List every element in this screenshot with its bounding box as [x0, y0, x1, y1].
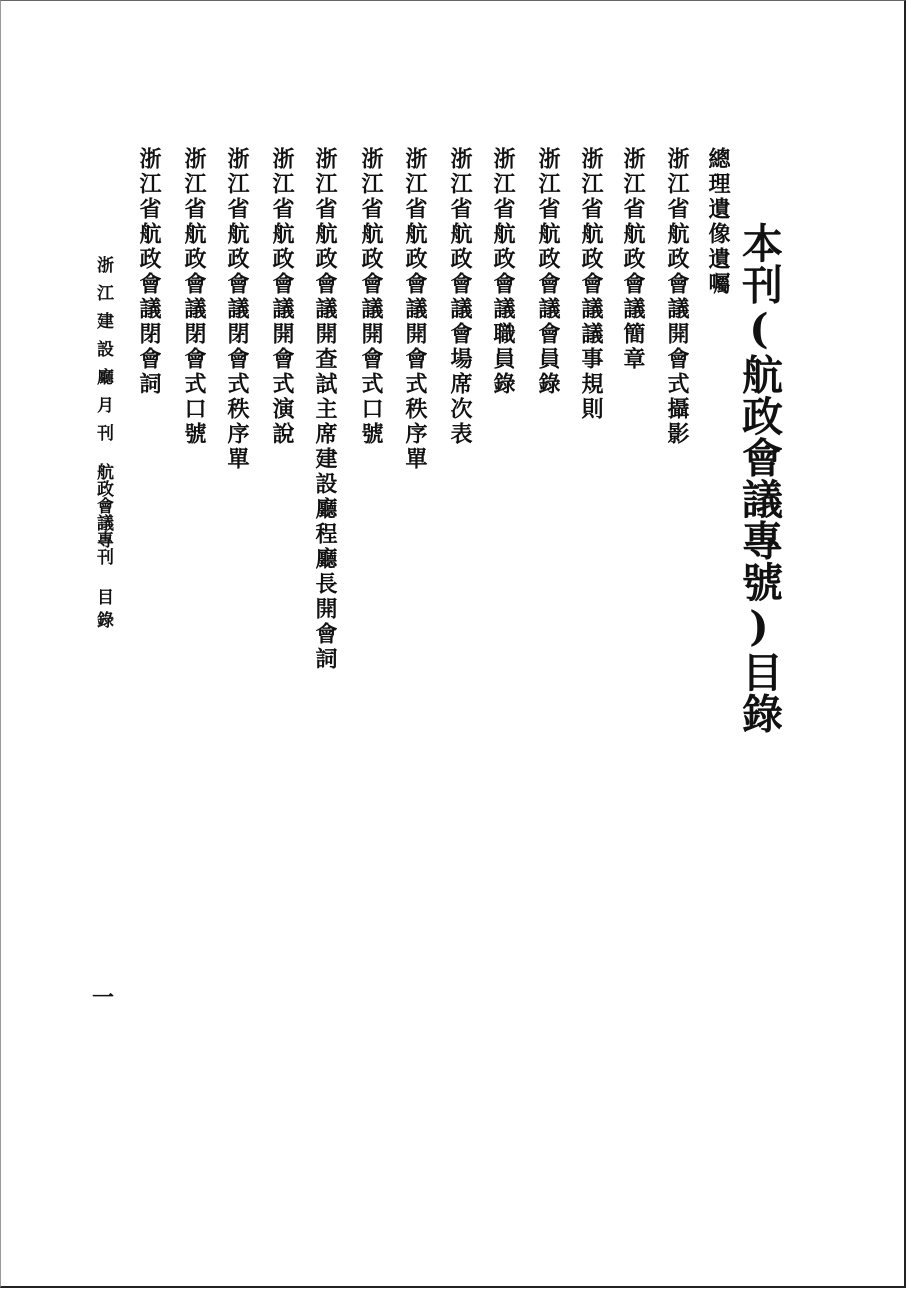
toc-entry: 浙江省航政會議閉會式秩序單: [224, 147, 250, 472]
toc-entry: 浙江省航政會議開會式口號: [358, 147, 384, 447]
toc-entry: 浙江省航政會議職員錄: [490, 147, 516, 397]
toc-entry: 總理遺像遺囑: [705, 147, 731, 297]
toc-entry: 浙江省航政會議簡章: [620, 147, 646, 372]
toc-entry: 浙江省航政會議開查試主席建設廳程廳長開會詞: [312, 147, 338, 672]
toc-entry: 浙江省航政會議會場席次表: [447, 147, 473, 447]
toc-title: 本刊(航政會議專號)目錄: [735, 222, 783, 734]
page-number: 一: [92, 985, 115, 1011]
toc-entry: 浙江省航政會議閉會詞: [136, 147, 162, 397]
toc-entry: 浙江省航政會議開會式秩序單: [402, 147, 428, 472]
toc-entry: 浙江省航政會議開會式攝影: [664, 147, 690, 447]
footer-publication: 浙江建設廳月刊: [93, 256, 113, 452]
toc-entry: 浙江省航政會議議事規則: [578, 147, 604, 422]
footer-section: 航政會議專刊: [93, 463, 113, 565]
footer-toc-label: 目錄: [93, 588, 113, 634]
toc-entry: 浙江省航政會議會員錄: [535, 147, 561, 397]
toc-entry: 浙江省航政會議閉會式口號: [181, 147, 207, 447]
toc-entry: 浙江省航政會議開會式演說: [269, 147, 295, 447]
